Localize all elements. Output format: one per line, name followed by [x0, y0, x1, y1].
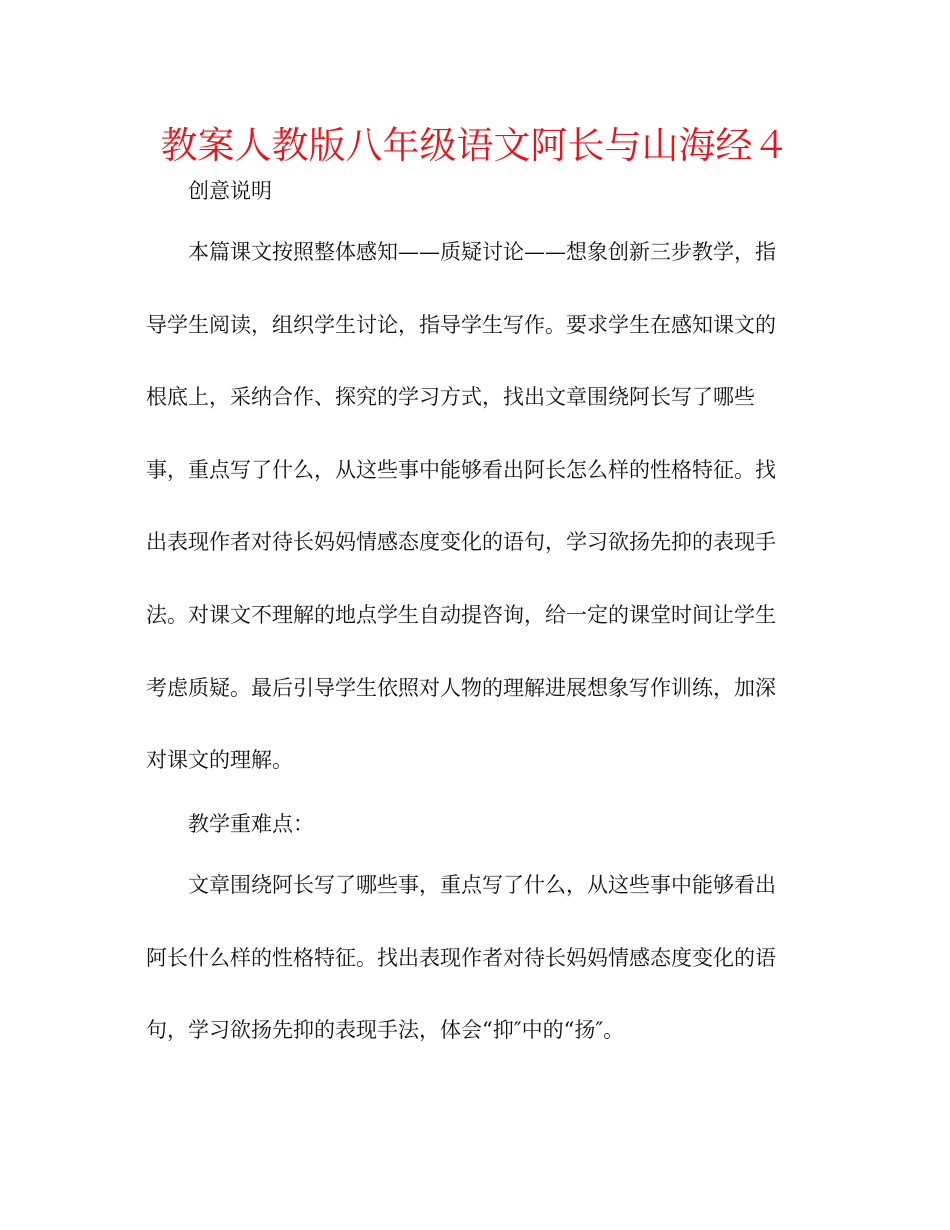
paragraph1-line-3: 根底上，采纳合作、探究的学习方式，找出文章围绕阿长写了哪些: [146, 385, 755, 409]
paragraph1-line-4: 事，重点写了什么，从这些事中能够看出阿长怎么样的性格特征。找: [146, 458, 776, 482]
paragraph2-line-2: 阿长什么样的性格特征。找出表现作者对待长妈妈情感态度变化的语: [146, 946, 776, 970]
paragraph1-line-2: 导学生阅读，组织学生讨论，指导学生写作。要求学生在感知课文的: [146, 313, 776, 337]
paragraph1-line-6: 法。对课文不理解的地点学生自动提咨询，给一定的课堂时间让学生: [146, 603, 776, 627]
document-title: 教案人教版八年级语文阿长与山海经４: [160, 124, 790, 167]
paragraph1-line-7: 考虑质疑。最后引导学生依照对人物的理解进展想象写作训练，加深: [146, 676, 776, 700]
paragraph1-line-5: 出表现作者对待长妈妈情感态度变化的语句，学习欲扬先抑的表现手: [146, 530, 776, 554]
section-heading-key-points: 教学重难点：: [188, 812, 314, 836]
paragraph1-line-1: 本篇课文按照整体感知——质疑讨论——想象创新三步教学，指: [188, 240, 776, 264]
section-heading-creative-notes: 创意说明: [188, 179, 272, 203]
paragraph2-line-1: 文章围绕阿长写了哪些事，重点写了什么，从这些事中能够看出: [188, 873, 776, 897]
paragraph1-line-8: 对课文的理解。: [146, 748, 293, 772]
paragraph2-line-3: 句，学习欲扬先抑的表现手法，体会“抑″中的“扬″。: [146, 1018, 625, 1042]
